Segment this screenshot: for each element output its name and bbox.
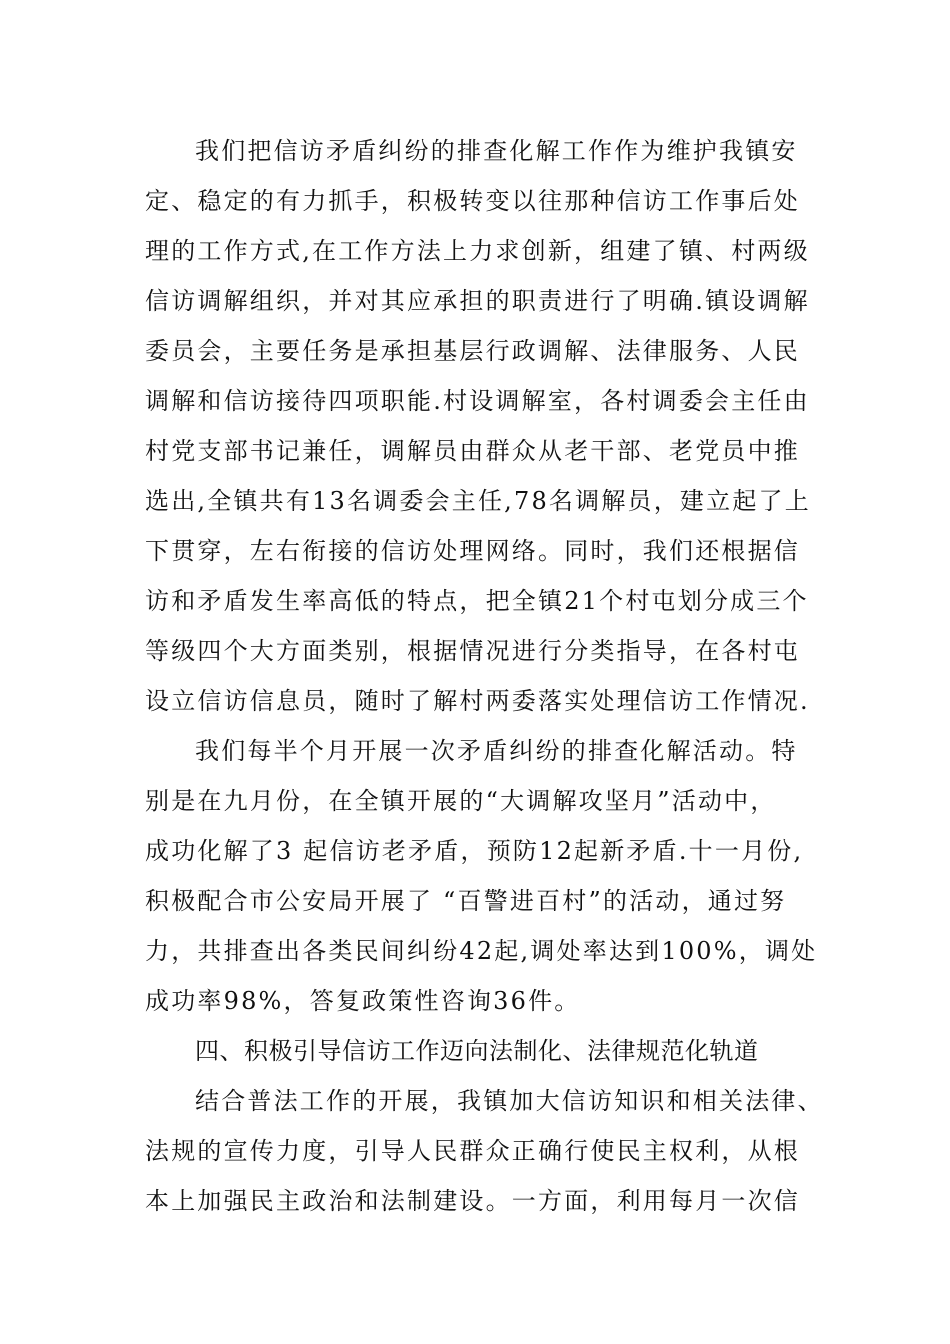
paragraph-1-line-6: 调解和信访接待四项职能.村设调解室，各村调委会主任由 [145, 387, 810, 415]
paragraph-1-line-12: 设立信访信息员，随时了解村两委落实处理信访工作情况. [145, 687, 810, 715]
paragraph-3-line-3: 本上加强民主政治和法制建设。一方面，利用每月一次信 [145, 1187, 800, 1215]
paragraph-2-line-4: 积极配合市公安局开展了 “百警进百村”的活动，通过努 [145, 887, 787, 915]
paragraph-1-line-9: 下贯穿，左右衔接的信访处理网络。同时，我们还根据信 [145, 537, 800, 565]
paragraph-2-line-6: 成功率98%，答复政策性咨询36件。 [145, 987, 581, 1015]
paragraph-1-line-7: 村党支部书记兼任，调解员由群众从老干部、老党员中推 [145, 437, 800, 465]
paragraph-3-line-1: 结合普法工作的开展，我镇加大信访知识和相关法律、 [195, 1087, 824, 1115]
paragraph-2-line-3: 成功化解了3 起信访老矛盾，预防12起新矛盾.十一月份, [145, 837, 804, 865]
paragraph-1-line-5: 委员会，主要任务是承担基层行政调解、法律服务、人民 [145, 337, 800, 365]
paragraph-1-line-3: 理的工作方式,在工作方法上力求创新，组建了镇、村两级 [145, 237, 810, 265]
paragraph-2-line-2: 别是在九月份，在全镇开展的“大调解攻坚月”活动中， [145, 787, 777, 815]
paragraph-1-line-8: 选出,全镇共有13名调委会主任,78名调解员，建立起了上 [145, 487, 811, 515]
paragraph-1-line-1: 我们把信访矛盾纠纷的排查化解工作作为维护我镇安 [195, 137, 798, 165]
paragraph-1-line-2: 定、稳定的有力抓手，积极转变以往那种信访工作事后处 [145, 187, 800, 215]
paragraph-3-line-2: 法规的宣传力度，引导人民群众正确行使民主权利，从根 [145, 1137, 800, 1165]
paragraph-2-line-1: 我们每半个月开展一次矛盾纠纷的排查化解活动。特 [195, 737, 798, 765]
paragraph-1-line-4: 信访调解组织，并对其应承担的职责进行了明确.镇设调解 [145, 287, 810, 315]
paragraph-2-line-5: 力，共排查出各类民间纠纷42起,调处率达到100%，调处 [145, 937, 818, 965]
paragraph-1-line-11: 等级四个大方面类别，根据情况进行分类指导，在各村屯 [145, 637, 800, 665]
paragraph-1-line-10: 访和矛盾发生率高低的特点，把全镇21个村屯划分成三个 [145, 587, 809, 615]
section-heading: 四、积极引导信访工作迈向法制化、法律规范化轨道 [195, 1037, 759, 1065]
